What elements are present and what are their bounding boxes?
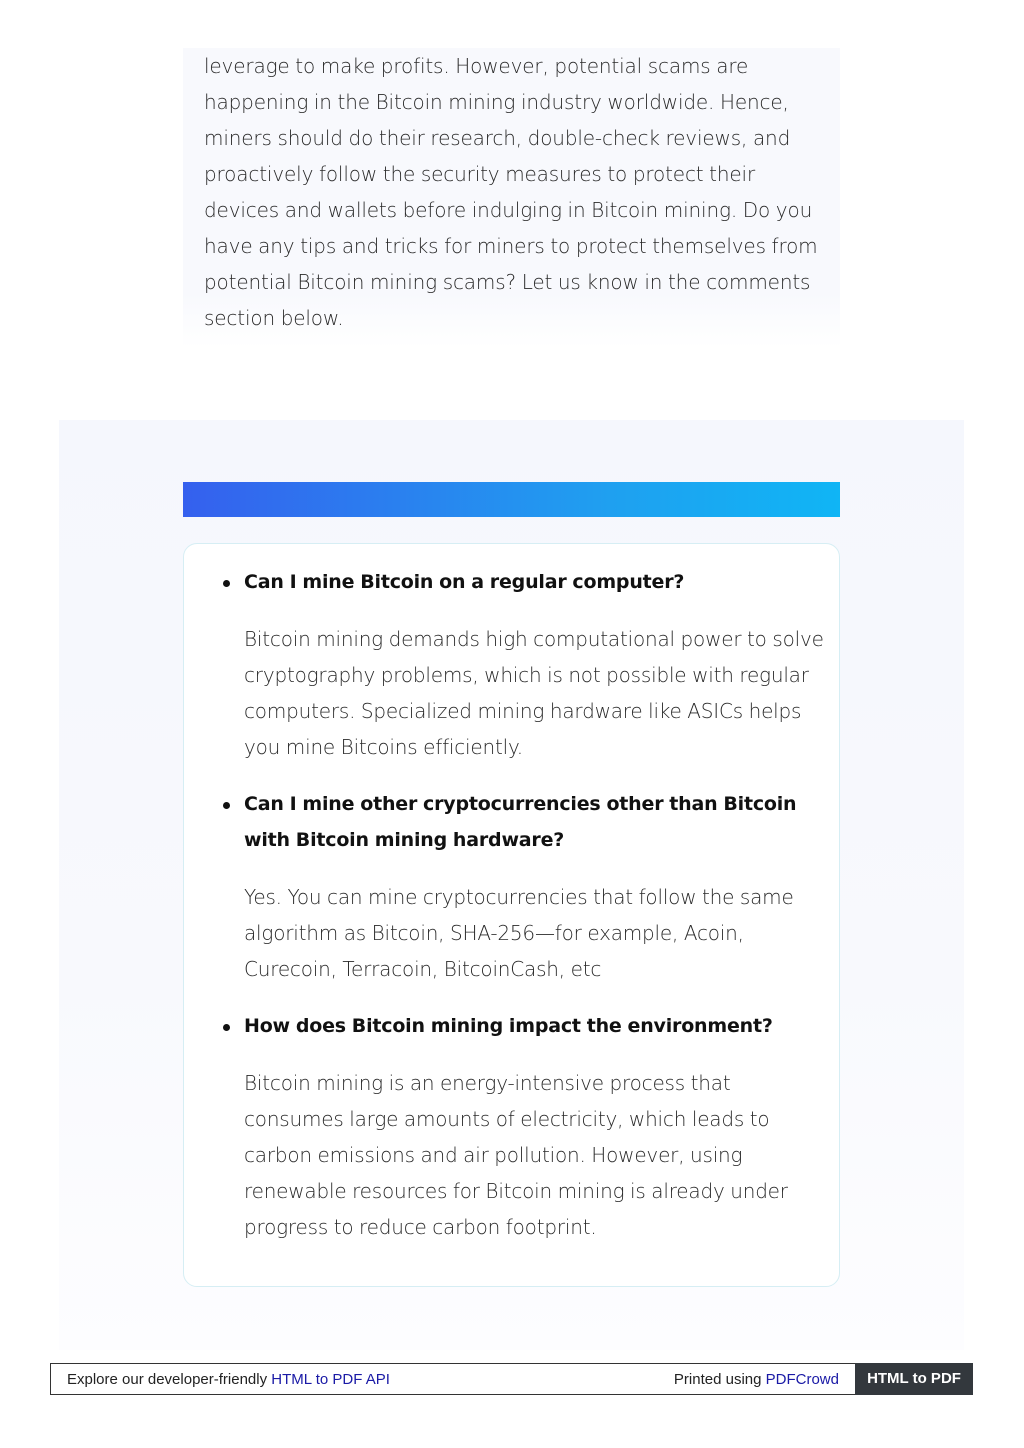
conclusion-section bbox=[183, 48, 840, 348]
footer-explore-text: Explore our developer-friendly bbox=[67, 1371, 268, 1388]
bullet-icon bbox=[223, 580, 230, 587]
faq-question: Can I mine Bitcoin on a regular computer? bbox=[244, 571, 685, 593]
footer-printed bbox=[674, 1371, 839, 1388]
bullet-icon bbox=[223, 1024, 230, 1031]
pdfcrowd-link[interactable]: PDFCrowd bbox=[765, 1371, 839, 1388]
faq-header-bar bbox=[183, 482, 840, 517]
faq-question: Can I mine other cryptocurrencies other than Bitcoin with Bitcoin mining hardware? bbox=[244, 793, 797, 851]
footer-explore bbox=[67, 1371, 390, 1388]
faq-card bbox=[183, 543, 840, 1287]
footer-printed-text: Printed using bbox=[673, 1371, 762, 1388]
faq-answer: Bitcoin mining is an energy-intensive process that consumes large amounts of electricity, which leads to carbon emissions and air pollution. However, using renewable resources for Bitcoin mining is already under progress to reduce carbon footprint. bbox=[244, 1071, 788, 1239]
faq-question: How does Bitcoin mining impact the environment? bbox=[244, 1015, 773, 1037]
faq-item bbox=[244, 564, 824, 765]
faq-answer: Yes. You can mine cryptocurrencies that follow the same algorithm as Bitcoin, SHA-256—for example, Acoin, Curecoin, Terracoin, BitcoinCash, etc bbox=[244, 885, 794, 981]
conclusion-paragraph: leverage to make profits. However, potential scams are happening in the Bitcoin mining industry worldwide. Hence, miners should do their research, double-check reviews, and proactively follow the security measures to protect their devices and wallets before indulging in Bitcoin mining. Do you have any tips and tricks for miners to protect themselves from potential Bitcoin mining scams? Let us know in the comments section below. bbox=[204, 54, 818, 330]
faq-answer: Bitcoin mining demands high computational power to solve cryptography problems, which is not possible with regular computers. Specialized mining hardware like ASICs helps you mine Bitcoins efficiently. bbox=[244, 627, 824, 759]
faq-list bbox=[244, 564, 824, 1266]
faq-item bbox=[244, 1008, 824, 1245]
html-to-pdf-badge[interactable]: HTML to PDF bbox=[855, 1363, 973, 1395]
bullet-icon bbox=[223, 802, 230, 809]
faq-section bbox=[59, 420, 964, 1350]
pdf-footer bbox=[50, 1363, 973, 1395]
html-to-pdf-api-link[interactable]: HTML to PDF API bbox=[271, 1371, 390, 1388]
faq-item bbox=[244, 786, 824, 987]
